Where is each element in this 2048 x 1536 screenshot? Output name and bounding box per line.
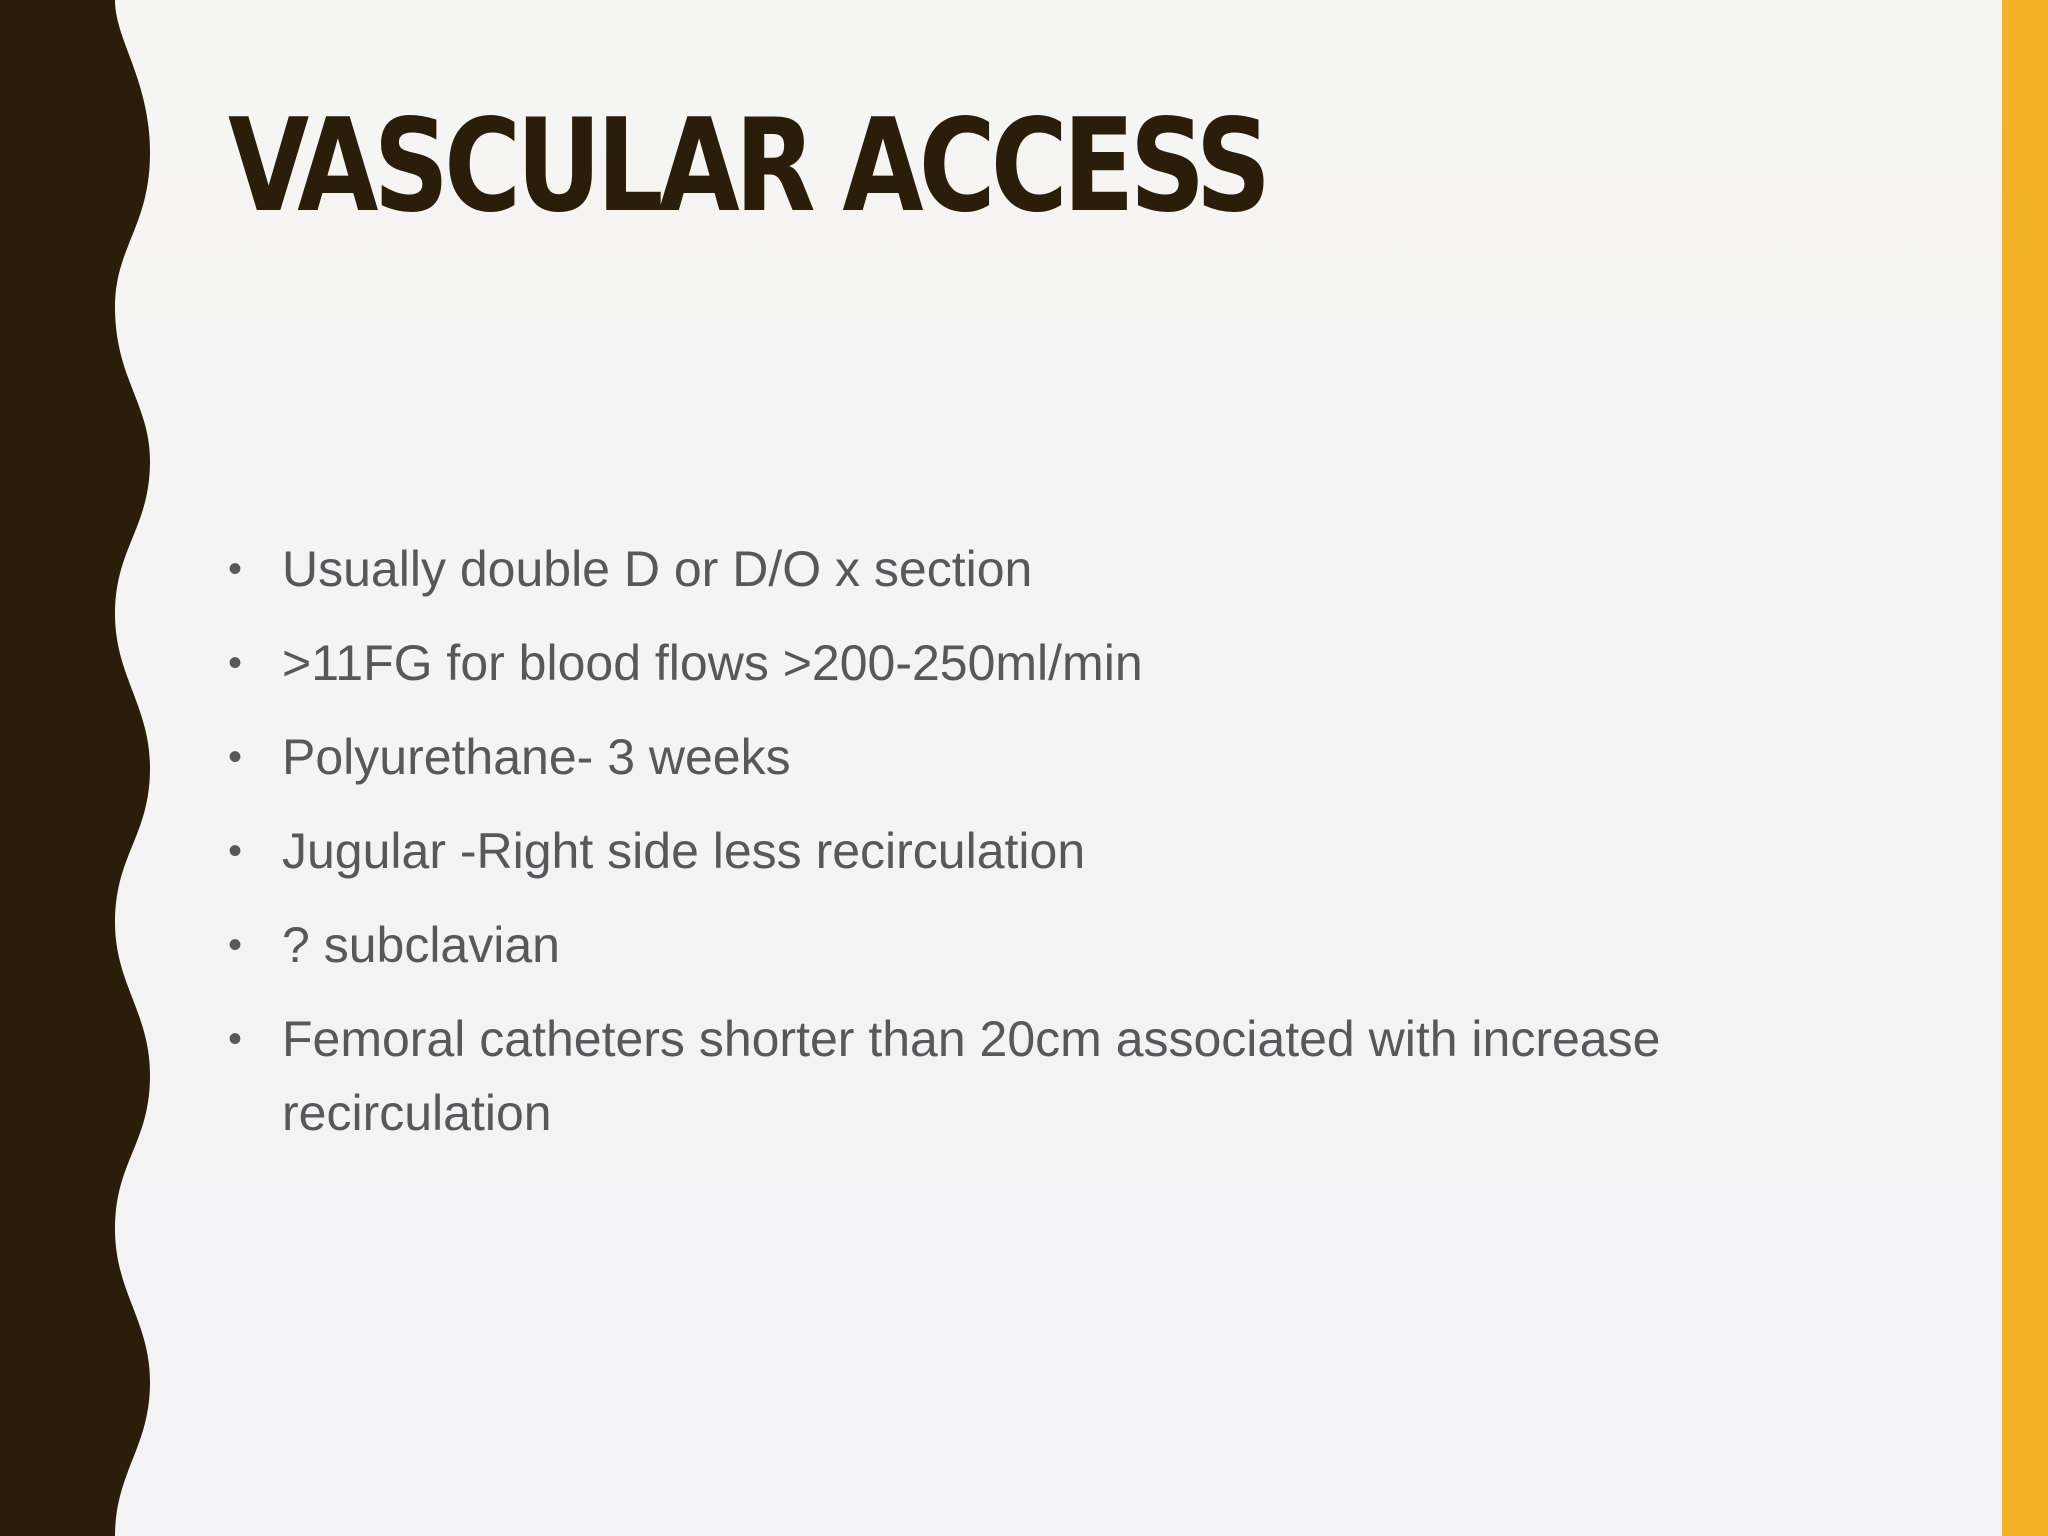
bullet-item (228, 626, 1748, 700)
bullet-dot-icon: • (228, 641, 243, 685)
bullet-text: ? subclavian (282, 917, 560, 973)
bullet-dot-icon: • (228, 1017, 243, 1061)
right-accent-bar (2002, 0, 2048, 1536)
bullet-dot-icon: • (228, 735, 243, 779)
bullet-dot-icon: • (228, 923, 243, 967)
wave-band-shape (0, 0, 150, 1536)
bullet-item (228, 908, 1748, 982)
bullet-text: Polyurethane- 3 weeks (282, 729, 791, 785)
bullet-dot-icon: • (228, 829, 243, 873)
bullet-item (228, 720, 1748, 794)
bullet-item (228, 532, 1748, 606)
bullet-text: Jugular -Right side less recirculation (282, 823, 1086, 879)
bullet-text: >11FG for blood flows >200-250ml/min (282, 635, 1143, 691)
left-wave-band (0, 0, 170, 1536)
bullet-text: Femoral catheters shorter than 20cm associated with increase recirculation (282, 1011, 1661, 1141)
slide-title: VASCULAR ACCESS (228, 92, 1267, 241)
bullet-dot-icon: • (228, 547, 243, 591)
bullet-item (228, 1002, 1748, 1150)
bullet-list (228, 532, 1748, 1170)
bullet-item (228, 814, 1748, 888)
bullet-text: Usually double D or D/O x section (282, 541, 1033, 597)
